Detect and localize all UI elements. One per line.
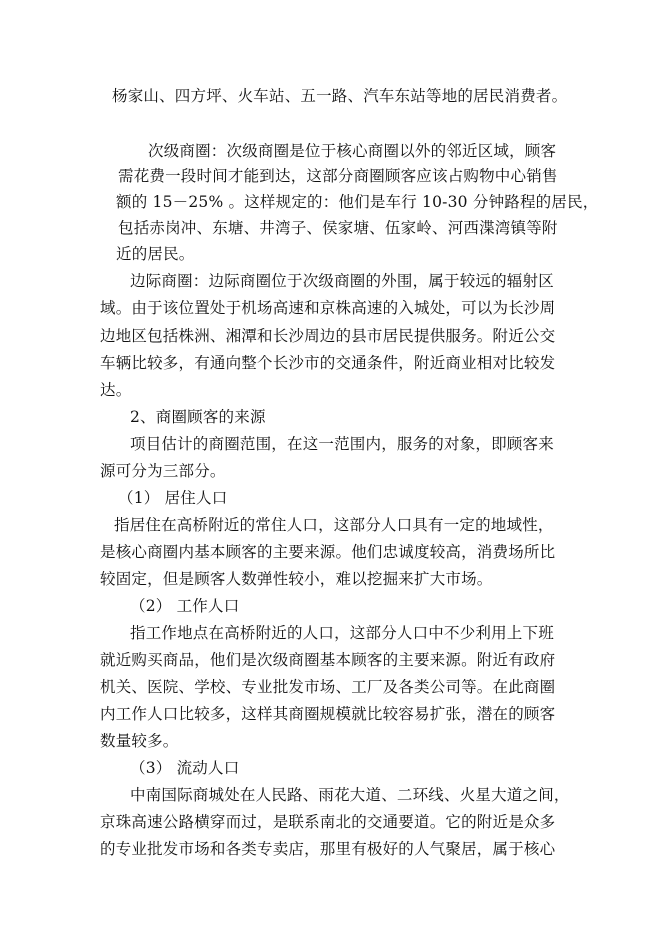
text-line: 的专业批发市场和各类专卖店，那里有极好的人气聚居，属于核心 <box>100 840 556 858</box>
text-line: 源可分为三部分。 <box>100 462 226 480</box>
text-line: 指工作地点在高桥附近的人口，这部分人口中不少利用上下班 <box>130 624 554 642</box>
text-line: 额的 15－25% 。这样规定的：他们是车行 10-30 分钟路程的居民， <box>116 193 599 211</box>
text-line: 杨家山、四方坪、火车站、五一路、汽车东站等地的居民消费者。 <box>112 87 568 105</box>
text-line: 域。由于该位置处于机场高速和京株高速的入城处，可以为长沙周 <box>100 299 556 317</box>
text-line: 需花费一段时间才能到达，这部分商圈顾客应该占购物中心销售 <box>118 167 558 185</box>
text-line: 数量较多。 <box>100 732 179 750</box>
text-line: 车辆比较多，有通向整个长沙市的交通条件，附近商业相对比较发 <box>100 354 556 372</box>
text-line: 内工作人口比较多，这样其商圈规模就比较容易扩张，潜在的顾客 <box>100 705 556 723</box>
text-line: 中南国际商城处在人民路、雨花大道、二环线、火星大道之间， <box>130 786 570 804</box>
text-line: 较固定，但是顾客人数弹性较小，难以挖掘来扩大市场。 <box>100 570 493 588</box>
section-heading: 2、商圈顾客的来源 <box>130 408 266 426</box>
subsection-heading: （3） 流动人口 <box>130 759 240 777</box>
text-line: 机关、医院、学校、专业批发市场、工厂及各类公司等。在此商圈 <box>100 678 556 696</box>
text-line: 近的居民。 <box>116 245 195 263</box>
subsection-heading: （2） 工作人口 <box>130 597 240 615</box>
subsection-heading: （1） 居住人口 <box>118 489 228 507</box>
text-line: 京珠高速公路横穿而过，是联系南北的交通要道。它的附近是众多 <box>100 813 556 831</box>
text-line: 次级商圈：次级商圈是位于核心商圈以外的邻近区域，顾客 <box>148 142 557 160</box>
text-line: 达。 <box>100 381 132 399</box>
text-line: 包括赤岗冲、东塘、井湾子、侯家塘、伍家岭、河西渫湾镇等附 <box>118 219 558 237</box>
text-line: 项目估计的商圈范围，在这一范围内，服务的对象，即顾客来 <box>130 435 554 453</box>
text-line: 边际商圈：边际商圈位于次级商圈的外围，属于较远的辐射区 <box>130 272 554 290</box>
text-line: 边地区包括株洲、湘潭和长沙周边的县市居民提供服务。附近公交 <box>100 327 556 345</box>
text-line: 指居住在高桥附近的常住人口，这部分人口具有一定的地域性， <box>114 516 554 534</box>
text-line: 就近购买商品，他们是次级商圈基本顾客的主要来源。附近有政府 <box>100 651 556 669</box>
text-line: 是核心商圈内基本顾客的主要来源。他们忠诚度较高，消费场所比 <box>100 543 556 561</box>
